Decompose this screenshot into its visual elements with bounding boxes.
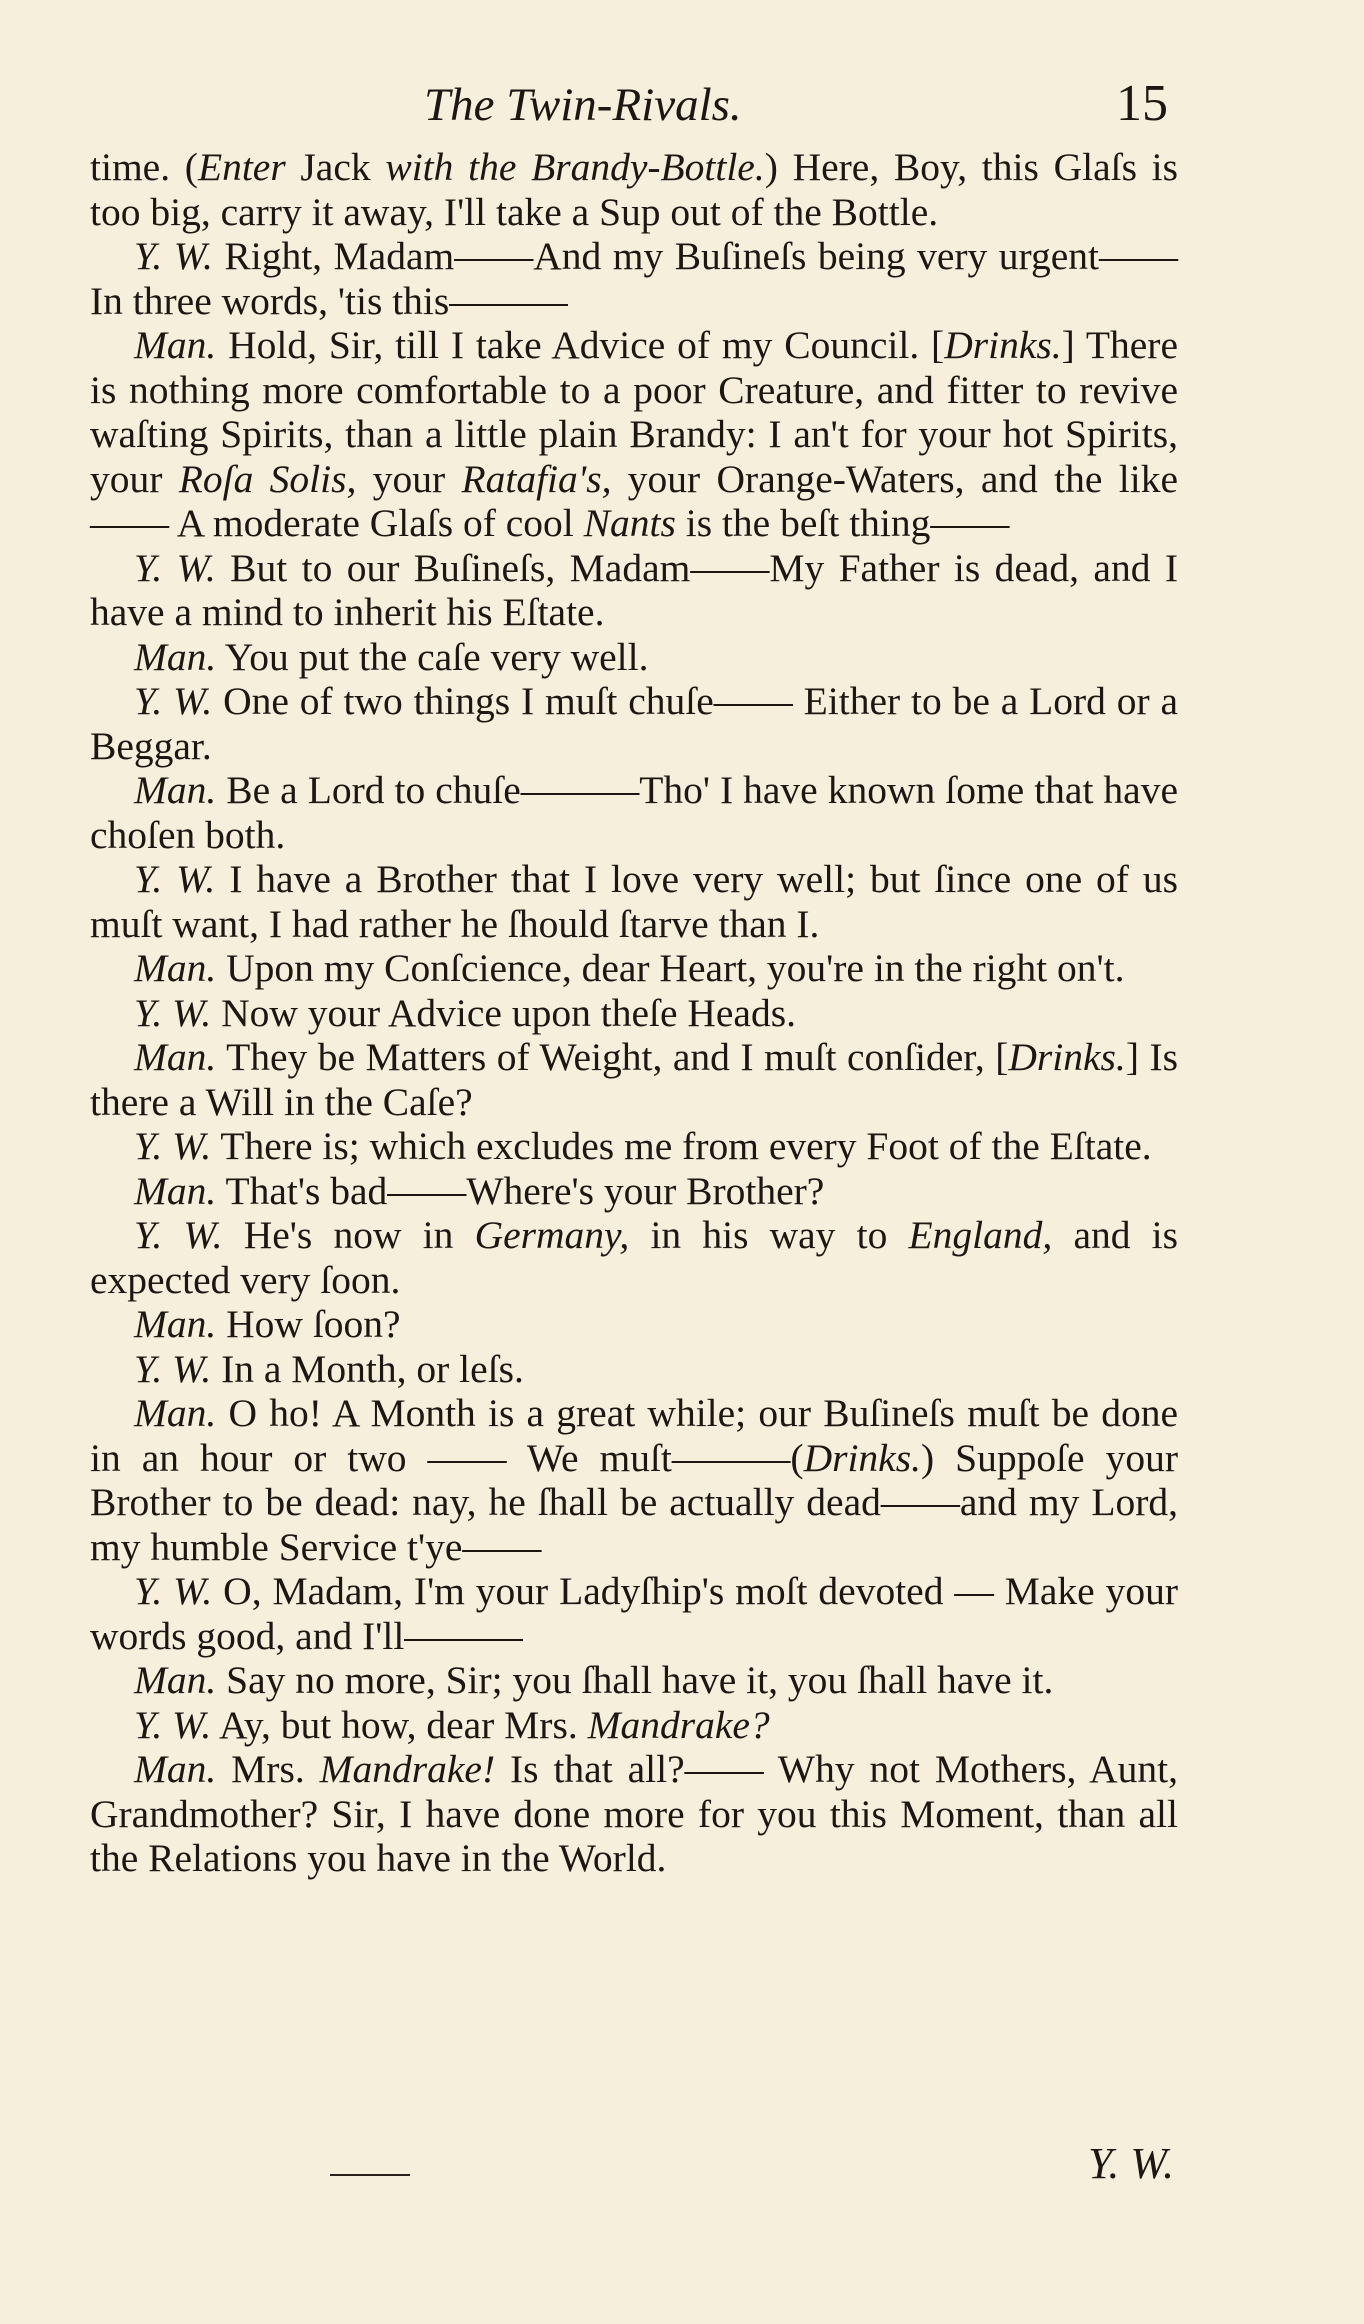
text-run: Mrs. (216, 1747, 320, 1791)
italic-run: Man. (134, 1302, 217, 1346)
text-run: There is; which excludes me from every Foot of the Eſtate. (211, 1124, 1152, 1168)
dialogue-paragraph (90, 1124, 1178, 1169)
italic-run: Man. (134, 946, 217, 990)
italic-run: Y. W. (134, 1346, 212, 1391)
dialogue-paragraph (90, 768, 1178, 857)
text-run: Ay, but how, dear Mrs. (211, 1702, 588, 1747)
text-run: in his way to (629, 1213, 909, 1257)
text-run: O, Madam, I'm your Ladyſhip's moſt devoted — Make your words good, and I'll——— (90, 1569, 1179, 1658)
text-run: your Orange-Waters, and the like —— A moderate Glaſs of cool (90, 456, 1179, 545)
italic-run: Germany, (474, 1213, 630, 1257)
italic-run: Drinks. (944, 323, 1062, 367)
text-run: They be Matters of Weight, and I muſt conſider, [ (216, 1035, 1009, 1079)
text-run: In a Month, or leſs. (211, 1346, 524, 1391)
dialogue-paragraph (90, 991, 1178, 1036)
italic-run: Drinks. (803, 1435, 921, 1480)
italic-run: Enter (197, 145, 286, 189)
text-run: ] Is there a Will in the Caſe? (90, 1035, 1179, 1124)
text-run: Be a Lord to chuſe———Tho' I have known ſome that have choſen both. (90, 768, 1178, 857)
dialogue-paragraph (90, 323, 1178, 546)
italic-run: Man. (134, 1658, 217, 1702)
text-run: and is expected very ſoon. (90, 1213, 1179, 1302)
text-run: Upon my Conſcience, dear Heart, you're in the right on't. (216, 946, 1125, 990)
dialogue-text (90, 145, 1178, 1881)
dialogue-paragraph (90, 1658, 1178, 1703)
text-run: ] There is nothing more comfortable to a poor Creature, and fitter to revive waſting Spirits, than a little plain Brandy: I an't for your hot Spirits, your (90, 323, 1178, 501)
italic-run: Drinks. (1008, 1035, 1126, 1079)
italic-run: Man. (134, 1747, 217, 1791)
page-header (0, 75, 1364, 138)
text-run: your (356, 456, 462, 501)
italic-run: Mandrake? (587, 1702, 770, 1747)
running-title: The Twin-Rivals. (424, 79, 742, 131)
dialogue-paragraph (90, 1747, 1178, 1881)
dialogue-paragraph (90, 635, 1178, 680)
italic-run: Mandrake! (319, 1747, 496, 1791)
italic-run: Nants (583, 501, 676, 545)
text-run: ) Suppoſe your Brother to be dead: nay, he ſhall be actually dead——and my Lord, my humble Service t'ye—— (90, 1435, 1178, 1569)
text-run: is the beſt thing—— (675, 501, 1010, 545)
italic-run: Y. W. (134, 1569, 213, 1613)
italic-run: Y. W. (134, 679, 213, 723)
dialogue-paragraph (90, 679, 1178, 768)
italic-run: England, (908, 1213, 1053, 1257)
italic-run: with the Brandy-Bottle. (385, 145, 765, 189)
text-run: time. ( (90, 145, 198, 189)
dialogue-paragraph (90, 1703, 1178, 1748)
italic-run: Man. (134, 1168, 217, 1213)
italic-run: Y. W. (134, 234, 213, 278)
text-run: He's now in (222, 1213, 475, 1257)
italic-run: Man. (134, 323, 217, 367)
catchword: Y. W. (1088, 2139, 1175, 2188)
text-run: ) Here, Boy, this Glaſs is too big, carry it away, I'll take a Sup out of the Bottle. (90, 145, 1179, 234)
dialogue-paragraph (90, 1169, 1178, 1214)
text-run: But to our Buſineſs, Madam——My Father is dead, and I have a mind to inherit his Eſtate. (90, 545, 1178, 634)
dialogue-paragraph (90, 234, 1178, 323)
italic-run: Y. W. (134, 1213, 223, 1257)
italic-run: Y. W. (134, 1124, 212, 1168)
italic-run: Y. W. (134, 857, 216, 901)
italic-run: Y. W. (134, 1702, 212, 1747)
dialogue-paragraph (90, 1391, 1178, 1569)
text-run: Jack (285, 145, 386, 189)
dialogue-paragraph (90, 1302, 1178, 1347)
dialogue-paragraph (90, 857, 1178, 946)
text-run: O ho! A Month is a great while; our Buſineſs muſt be done in an hour or two —— We muſt———( (90, 1391, 1178, 1480)
text-run: That's bad——Where's your Brother? (216, 1168, 825, 1213)
text-run: Is that all?—— Why not Mothers, Aunt, Grandmother? Sir, I have done more for you this Moment, than all the Relations you have in the World. (90, 1747, 1178, 1880)
text-run: One of two things I muſt chuſe—— Either to be a Lord or a Beggar. (90, 679, 1178, 768)
page-number: 15 (1116, 75, 1168, 132)
footer-rule (330, 2174, 410, 2176)
dialogue-paragraph (90, 1347, 1178, 1392)
italic-run: Man. (134, 634, 217, 679)
text-run: Now your Advice upon theſe Heads. (211, 990, 796, 1035)
dialogue-paragraph (90, 546, 1178, 635)
text-run: Hold, Sir, till I take Advice of my Council. [ (216, 323, 945, 367)
dialogue-paragraph (90, 1213, 1178, 1302)
italic-run: Man. (134, 768, 217, 812)
dialogue-paragraph (90, 1569, 1178, 1658)
italic-run: Ratafia's, (461, 456, 612, 501)
italic-run: Roſa Solis, (178, 456, 357, 501)
italic-run: Man. (134, 1035, 217, 1079)
italic-run: Man. (134, 1391, 217, 1435)
italic-run: Y. W. (134, 990, 212, 1035)
italic-run: Y. W. (134, 545, 216, 590)
text-run: You put the caſe very well. (216, 634, 649, 679)
text-run: I have a Brother that I love very well; but ſince one of us muſt want, I had rather he ſhould ſtarve than I. (90, 857, 1178, 946)
text-run: Say no more, Sir; you ſhall have it, you ſhall have it. (216, 1658, 1054, 1702)
text-run: Right, Madam——And my Buſineſs being very urgent——In three words, 'tis this——— (90, 234, 1178, 323)
dialogue-paragraph (90, 145, 1178, 234)
text-run: How ſoon? (216, 1302, 401, 1346)
dialogue-paragraph (90, 946, 1178, 991)
dialogue-paragraph (90, 1035, 1178, 1124)
